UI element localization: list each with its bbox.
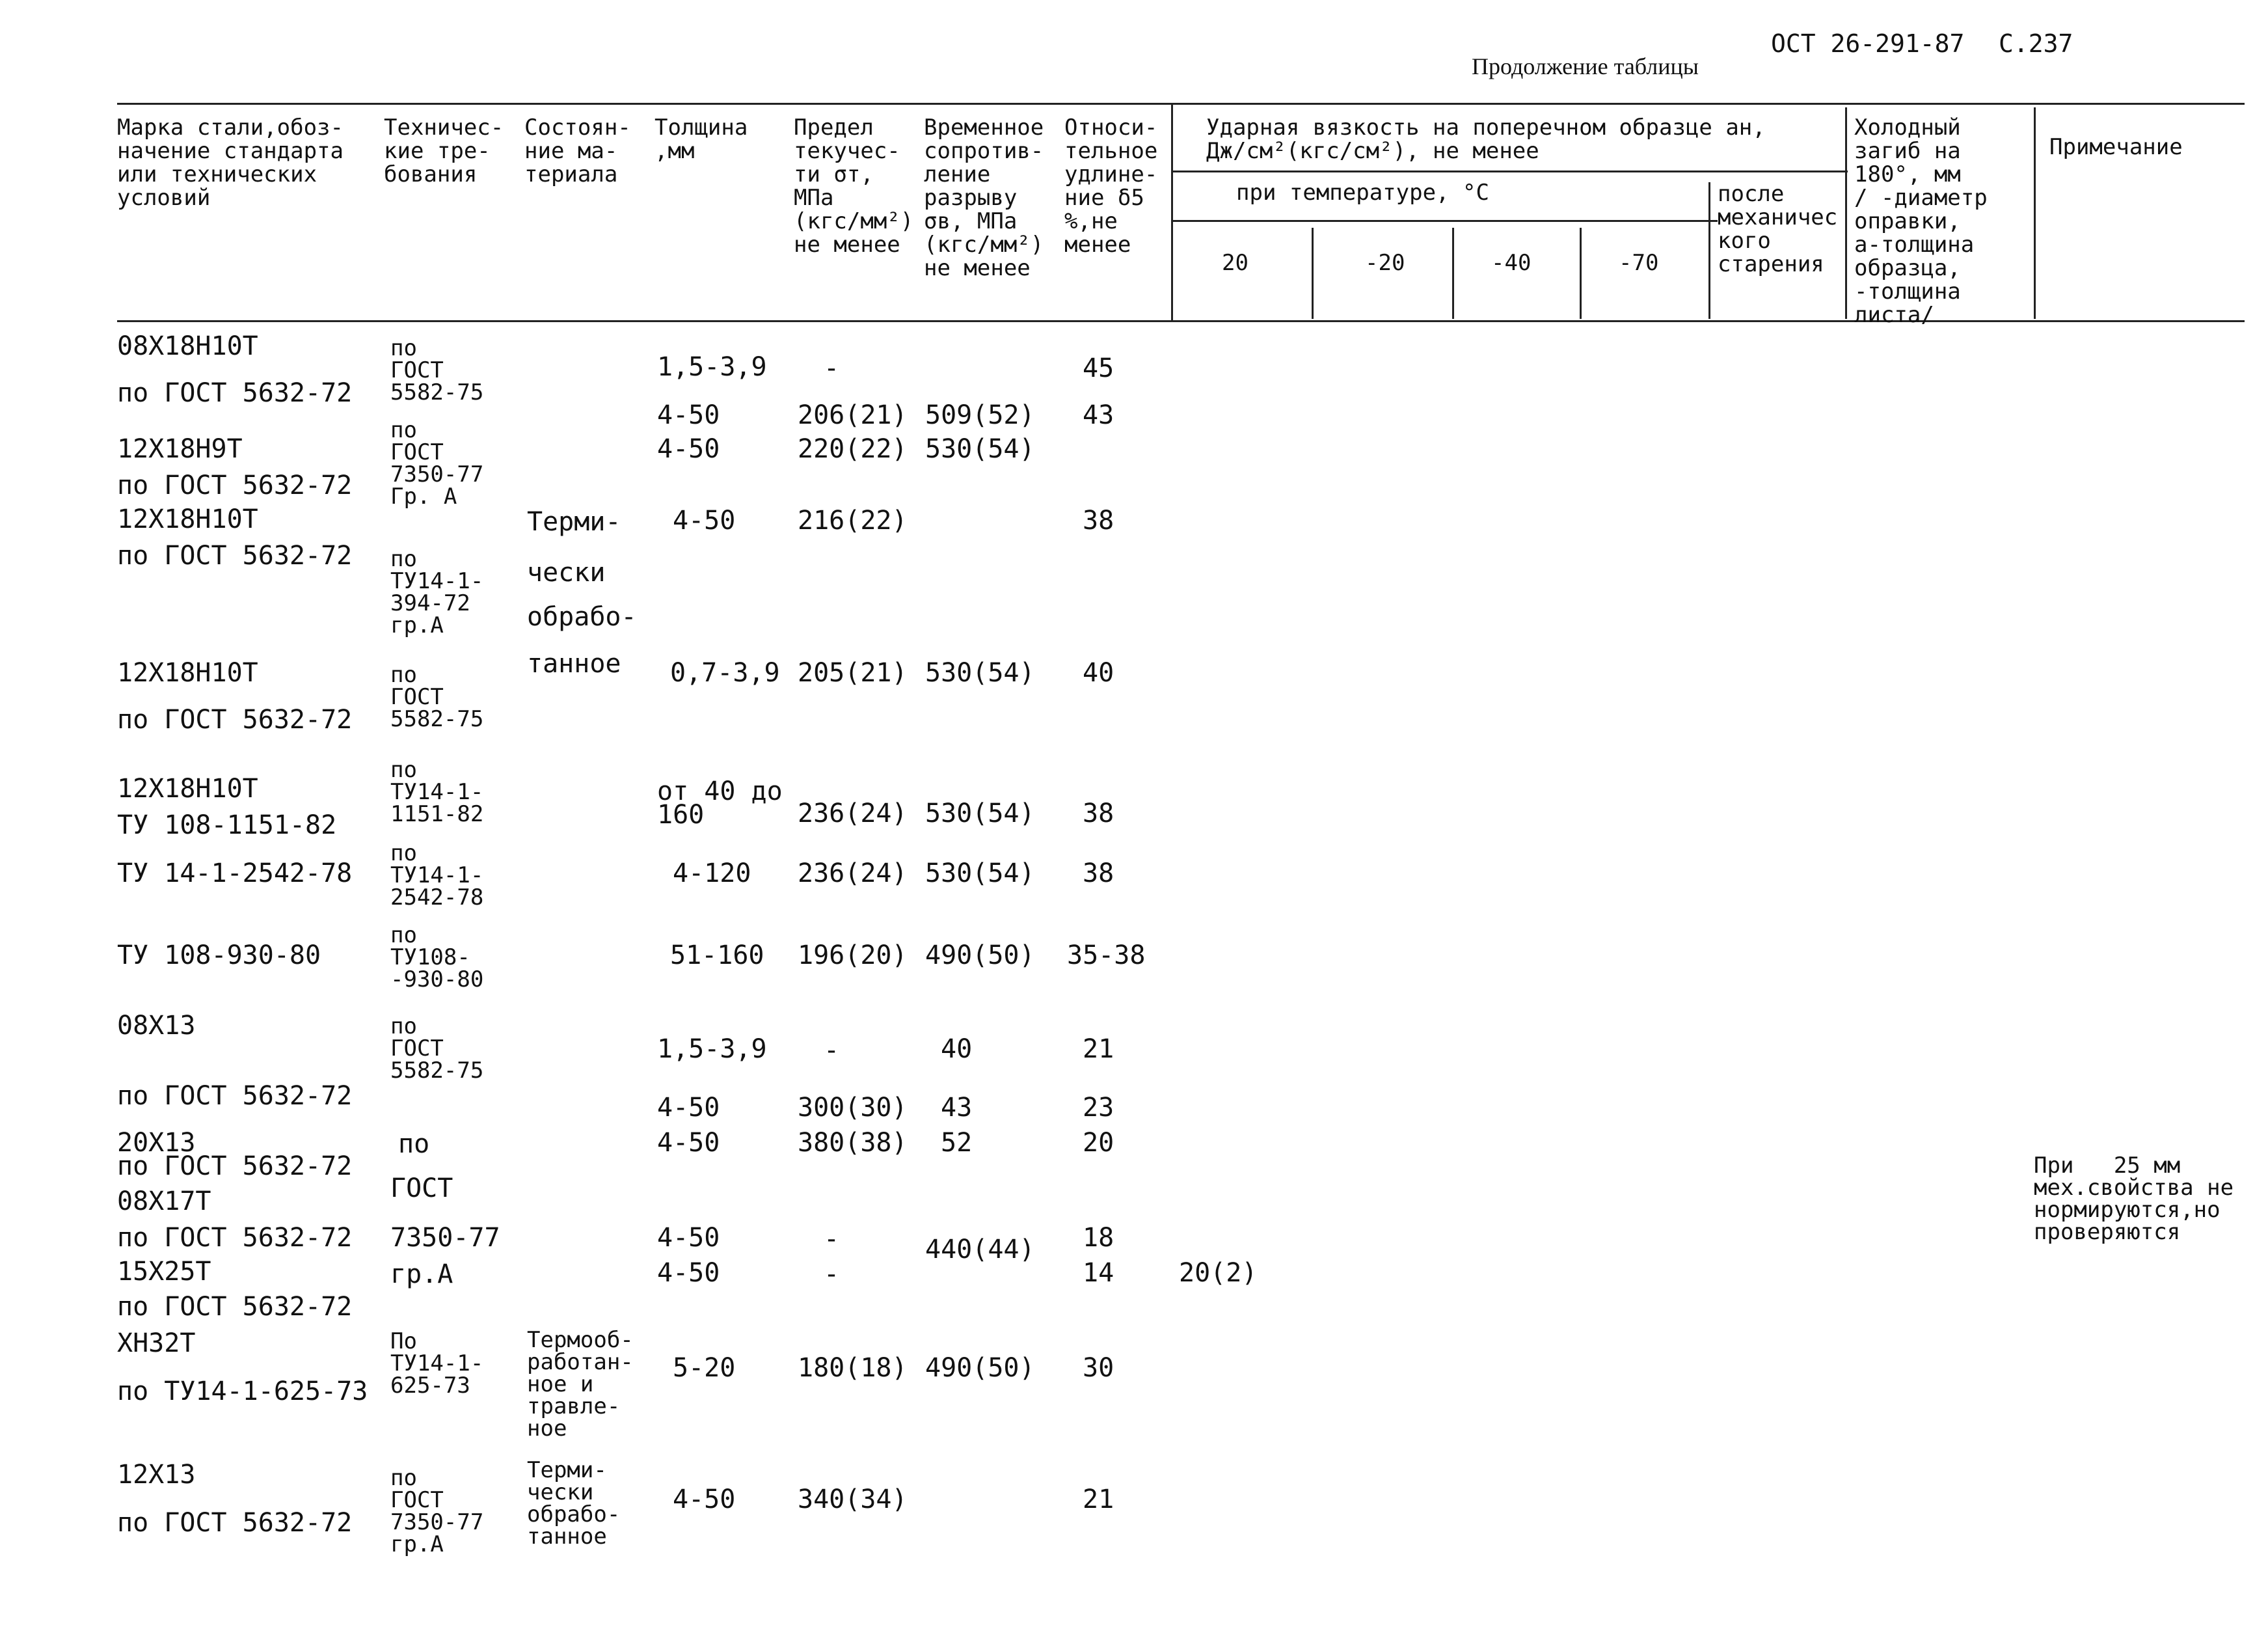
thickness-cell: 4-50 xyxy=(657,1223,720,1253)
yield-cell: - xyxy=(824,1259,840,1289)
yield-cell: 380(38) xyxy=(798,1128,908,1158)
tensile-cell: 40 xyxy=(941,1034,973,1064)
tensile-cell: 530(54) xyxy=(925,858,1035,888)
grade-cell: 08Х18Н10Т xyxy=(117,331,258,361)
state-cell: чески xyxy=(527,558,606,588)
thickness-cell: 1,5-3,9 xyxy=(657,352,767,382)
elongation-cell: 35-38 xyxy=(1067,940,1146,970)
grade-cell: по ГОСТ 5632-72 xyxy=(117,1151,353,1181)
elongation-cell: 21 xyxy=(1083,1484,1114,1514)
grade-cell: по ТУ14-1-625-73 xyxy=(117,1376,368,1406)
header-thickness: Толщина ,мм xyxy=(655,115,748,164)
tensile-cell: 490(50) xyxy=(925,940,1035,970)
tech-cell: по ГОСТ 7350-77 гр.А xyxy=(390,1465,484,1557)
tech-cell: по ТУ14-1- 394-72 гр.А xyxy=(390,546,484,638)
tensile-cell: 43 xyxy=(941,1093,973,1123)
grade-cell: 15Х25Т xyxy=(117,1257,211,1287)
header-grade: Марка стали,обоз- начение стандарта или технических условий xyxy=(117,115,344,211)
col-rule-m20 xyxy=(1452,228,1454,319)
grade-cell: по ГОСТ 5632-72 xyxy=(117,1292,353,1322)
state-cell: Терми- чески обрабо- танное xyxy=(527,1457,621,1550)
impact-left-rule xyxy=(1171,103,1173,321)
grade-cell: 12Х18Н10Т xyxy=(117,774,258,804)
header-elongation: Относи- тельное удлине- ние δ5 %,не менее xyxy=(1064,115,1158,258)
grade-cell: 08Х13 xyxy=(117,1011,196,1041)
grade-cell: ТУ 108-930-80 xyxy=(117,940,321,970)
header-temperature: при температуре, °С xyxy=(1236,180,1489,206)
tensile-cell: 530(54) xyxy=(925,434,1035,464)
thickness-cell: 1,5-3,9 xyxy=(657,1034,767,1064)
grade-cell: 08Х17Т xyxy=(117,1186,211,1216)
grade-cell: 12Х18Н10Т xyxy=(117,658,258,688)
header-tensile: Временное сопротив- ление разрыву σв, МПа (кгс/мм²) не менее xyxy=(924,115,1044,281)
header-tm20: -20 xyxy=(1365,250,1405,276)
col-rule-note xyxy=(2034,107,2036,319)
tech-cell: по ГОСТ 7350-77 Гр. А xyxy=(390,417,484,510)
grade-cell: по ГОСТ 5632-72 xyxy=(117,541,353,571)
tech-cell: по ГОСТ 5582-75 xyxy=(390,335,484,405)
header-tm70: -70 xyxy=(1619,250,1659,276)
state-cell: Терми- xyxy=(527,507,621,537)
thickness-cell: от 40 до 160 xyxy=(657,776,783,830)
yield-cell: 206(21) xyxy=(798,400,908,430)
grade-cell: 12Х18Н9Т xyxy=(117,434,243,464)
yield-cell: 340(34) xyxy=(798,1484,908,1514)
grade-cell: по ГОСТ 5632-72 xyxy=(117,1081,353,1111)
tech-cell: по ТУ14-1- 1151-82 xyxy=(390,757,484,827)
yield-cell: 236(24) xyxy=(798,858,908,888)
tech-cell: по ГОСТ 5582-75 xyxy=(390,662,484,732)
elongation-cell: 38 xyxy=(1083,858,1114,888)
thickness-cell: 4-50 xyxy=(673,1484,736,1514)
yield-cell: 205(21) xyxy=(798,658,908,688)
yield-cell: - xyxy=(824,353,840,383)
thickness-cell: 51-160 xyxy=(670,940,764,970)
tech-cell: гр.А xyxy=(390,1259,453,1289)
doc-code: ОСТ 26-291-87 xyxy=(1771,29,1965,58)
thickness-cell: 5-20 xyxy=(673,1353,736,1383)
tech-cell: по ТУ108- -930-80 xyxy=(390,922,484,992)
tech-cell: ГОСТ xyxy=(390,1173,453,1203)
tensile-cell: 52 xyxy=(941,1128,973,1158)
elongation-cell: 38 xyxy=(1083,506,1114,536)
note-cell: При 25 мм мех.свойства не нормируются,но проверяются xyxy=(2034,1153,2234,1245)
col-rule-m40 xyxy=(1580,228,1582,319)
impact-sub-rule xyxy=(1171,171,1848,172)
grade-cell: 12Х18Н10Т xyxy=(117,504,258,534)
elongation-cell: 14 xyxy=(1083,1258,1114,1288)
grade-cell: по ГОСТ 5632-72 xyxy=(117,471,353,500)
yield-cell: - xyxy=(824,1224,840,1254)
header-t20: 20 xyxy=(1222,250,1249,276)
grade-cell: по ГОСТ 5632-72 xyxy=(117,1223,353,1253)
yield-cell: 300(30) xyxy=(798,1093,908,1123)
grade-cell: по ГОСТ 5632-72 xyxy=(117,378,353,408)
tech-cell: по xyxy=(398,1129,430,1159)
tech-cell: по ТУ14-1- 2542-78 xyxy=(390,840,484,910)
thickness-cell: 0,7-3,9 xyxy=(670,658,780,688)
thickness-cell: 4-50 xyxy=(657,1093,720,1123)
grade-cell: ТУ 14-1-2542-78 xyxy=(117,858,353,888)
grade-cell: по ГОСТ 5632-72 xyxy=(117,1508,353,1538)
elongation-cell: 18 xyxy=(1083,1223,1114,1253)
col-rule-aging xyxy=(1708,182,1710,319)
table-top-rule xyxy=(117,103,2245,105)
elongation-cell: 45 xyxy=(1083,353,1114,383)
elongation-cell: 30 xyxy=(1083,1353,1114,1383)
tech-cell: По ТУ14-1- 625-73 xyxy=(390,1328,484,1399)
header-aging: после механичес кого старения xyxy=(1718,181,1838,277)
elongation-cell: 43 xyxy=(1083,400,1114,430)
elongation-cell: 38 xyxy=(1083,799,1114,828)
header-state: Состоян- ние ма- териала xyxy=(524,115,631,187)
grade-cell: 12Х13 xyxy=(117,1460,196,1490)
header-tm40: -40 xyxy=(1491,250,1532,276)
thickness-cell: 4-50 xyxy=(657,400,720,430)
header-tech: Техничес- кие тре- бования xyxy=(384,115,504,187)
thickness-cell: 4-50 xyxy=(657,1128,720,1158)
page-number: С.237 xyxy=(1999,29,2073,58)
thickness-cell: 4-50 xyxy=(657,434,720,464)
impact-cell: 20(2) xyxy=(1179,1258,1258,1288)
col-rule-20 xyxy=(1312,228,1314,319)
header-impact: Ударная вязкость на поперечном образце aн, Дж/см²(кгс/см²), не менее xyxy=(1206,115,1766,164)
elongation-cell: 40 xyxy=(1083,658,1114,688)
grade-cell: по ГОСТ 5632-72 xyxy=(117,705,353,735)
tech-cell: 7350-77 xyxy=(390,1223,500,1253)
elongation-cell: 23 xyxy=(1083,1093,1114,1123)
yield-cell: - xyxy=(824,1035,840,1065)
elongation-cell: 21 xyxy=(1083,1034,1114,1064)
tensile-cell: 530(54) xyxy=(925,799,1035,828)
continuation-label: Продолжение таблицы xyxy=(1472,53,1699,79)
grade-cell: ТУ 108-1151-82 xyxy=(117,810,337,840)
grade-cell: ХН32Т xyxy=(117,1328,196,1358)
yield-cell: 216(22) xyxy=(798,506,908,536)
yield-cell: 180(18) xyxy=(798,1353,908,1383)
state-cell: Термооб- работан- ное и травле- ное xyxy=(527,1327,634,1442)
tensile-cell: 440(44) xyxy=(925,1235,1035,1265)
thickness-cell: 4-50 xyxy=(657,1258,720,1288)
header-note: Примечание xyxy=(2049,134,2183,160)
tensile-cell: 530(54) xyxy=(925,658,1035,688)
tensile-cell: 509(52) xyxy=(925,400,1035,430)
thickness-cell: 4-120 xyxy=(673,858,751,888)
col-rule-bend xyxy=(1845,107,1847,319)
tech-cell: по ГОСТ 5582-75 xyxy=(390,1013,484,1084)
header-bend: Холодный загиб на 180°, мм / -диаметр оправки, а-толщина образца, -толщина листа/ xyxy=(1854,115,1988,328)
grade-cell: 20Х13 xyxy=(117,1128,196,1158)
elongation-cell: 20 xyxy=(1083,1128,1114,1158)
temp-sub-rule xyxy=(1171,220,1718,222)
yield-cell: 220(22) xyxy=(798,434,908,464)
state-cell: танное xyxy=(527,649,621,679)
thickness-cell: 4-50 xyxy=(673,506,736,536)
yield-cell: 236(24) xyxy=(798,799,908,828)
header-yield: Предел текучес- ти σт, МПа (кгс/мм²) не менее xyxy=(794,115,914,258)
yield-cell: 196(20) xyxy=(798,940,908,970)
tensile-cell: 490(50) xyxy=(925,1353,1035,1383)
state-cell: обрабо- xyxy=(527,602,637,632)
